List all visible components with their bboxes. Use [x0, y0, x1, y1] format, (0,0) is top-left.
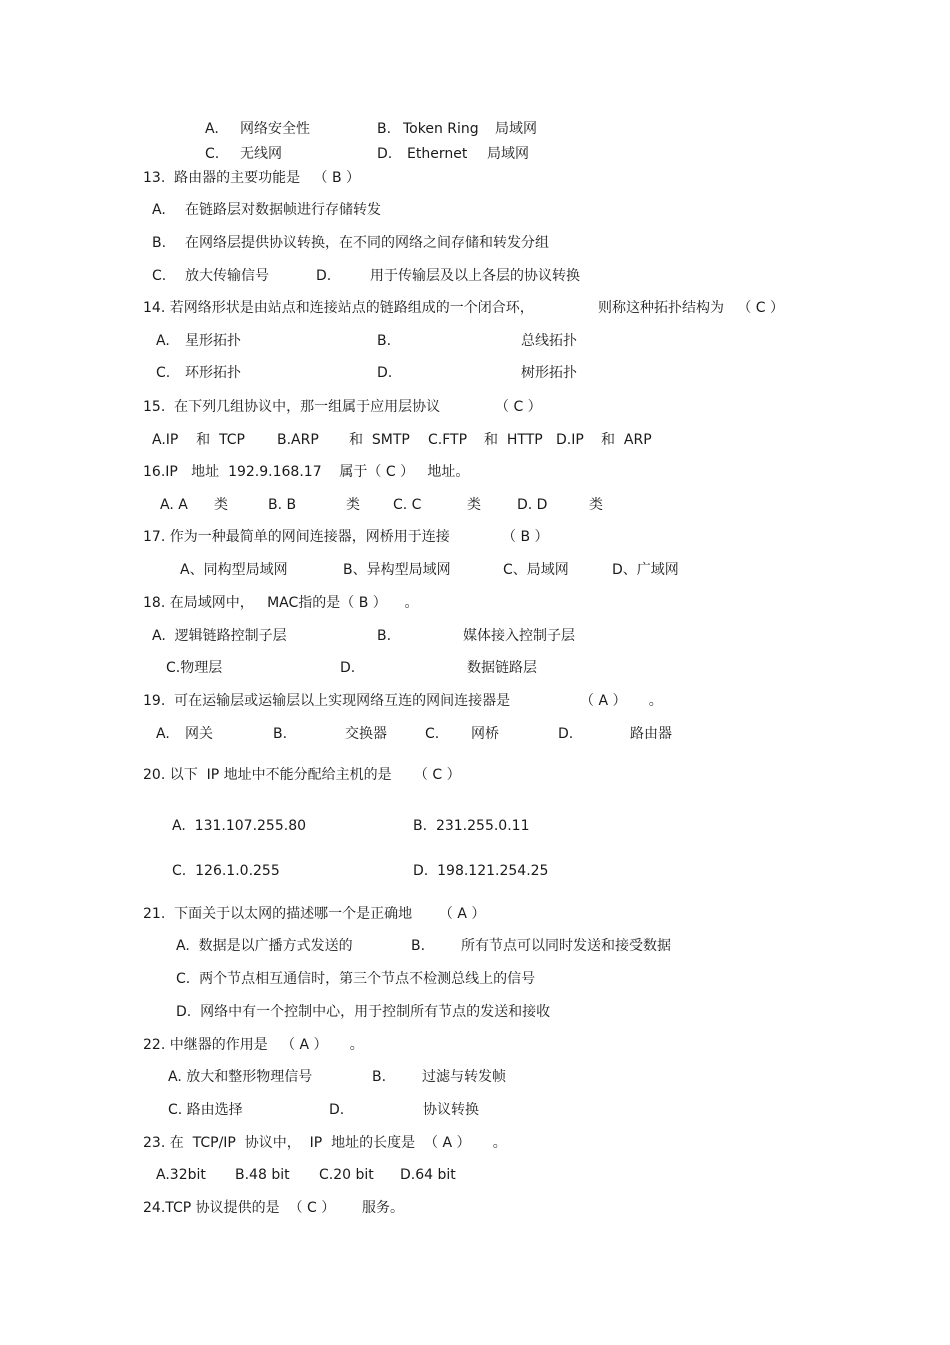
q16-question: 16.IP 地址 192.9.168.17 属于（ C ） 地址。 — [143, 464, 470, 480]
q12-option-b-label: B. — [377, 121, 392, 137]
q14-option-a-label: A. — [156, 333, 170, 349]
q13-option-d-label: D. — [316, 268, 332, 284]
q15-option-c-text: 和 HTTP — [484, 432, 543, 448]
q19-option-d-label: D. — [558, 726, 574, 742]
q15-option-a: A.IP 和 TCP — [152, 432, 246, 448]
q16-option-c-text: 类 — [467, 497, 481, 513]
q13-option-b-text: 在网络层提供协议转换，在不同的网络之间存储和转发分组 — [185, 235, 549, 251]
q13-option-c-label: C. — [152, 268, 167, 284]
q12-option-b-text: Token Ring — [403, 121, 479, 137]
q16-option-d-label: D. D — [517, 497, 548, 513]
q21-option-c: C. 两个节点相互通信时，第三个节点不检测总线上的信号 — [176, 971, 536, 987]
q16-option-a-text: 类 — [214, 497, 228, 513]
q13-option-b-label: B. — [152, 235, 167, 251]
q16-option-b-label: B. B — [268, 497, 297, 513]
q16-option-c-label: C. C — [393, 497, 422, 513]
q16-option-a-label: A. A — [160, 497, 188, 513]
q23-option-a: A.32bit — [156, 1167, 206, 1183]
q18-option-d-text: 数据链路层 — [467, 660, 537, 676]
q18-option-d-label: D. — [340, 660, 356, 676]
q12-option-a-label: A. — [205, 121, 219, 137]
q18-question: 18. 在局域网中， MAC指的是（ B ） 。 — [143, 595, 419, 611]
q23-option-b: B.48 bit — [235, 1167, 290, 1183]
q19-option-d-text: 路由器 — [630, 726, 672, 742]
q20-question: 20. 以下 IP 地址中不能分配给主机的是 （ C ） — [143, 767, 461, 783]
q12-option-d-label: D. — [377, 146, 393, 162]
q14-question-tail: 则称这种拓扑结构为 （ C ） — [598, 300, 785, 316]
q20-option-c: C. 126.1.0.255 — [172, 863, 280, 879]
q20-option-d: D. 198.121.254.25 — [413, 863, 549, 879]
q13-option-a-text: 在链路层对数据帧进行存储转发 — [185, 202, 381, 218]
q16-option-d-text: 类 — [589, 497, 603, 513]
q20-option-a: A. 131.107.255.80 — [172, 818, 307, 834]
q15-option-b-text: 和 SMTP — [349, 432, 410, 448]
q12-option-d-suffix: 局域网 — [487, 146, 529, 162]
q21-option-a: A. 数据是以广播方式发送的 — [176, 938, 353, 954]
q12-option-a-text: 网络安全性 — [240, 121, 310, 137]
q16-option-b-text: 类 — [346, 497, 360, 513]
q15-answer: （ C ） — [495, 399, 542, 415]
q22-option-a: A. 放大和整形物理信号 — [168, 1069, 313, 1085]
q19-option-c-text: 网桥 — [471, 726, 499, 742]
q23-question: 23. 在 TCP/IP 协议中， IP 地址的长度是 （ A ） 。 — [143, 1135, 507, 1151]
q19-option-a-text: 网关 — [185, 726, 213, 742]
q22-option-d-text: 协议转换 — [423, 1102, 479, 1118]
q20-option-b: B. 231.255.0.11 — [413, 818, 530, 834]
q13-option-c-text: 放大传输信号 — [185, 268, 269, 284]
q22-option-b-label: B. — [372, 1069, 387, 1085]
q19-question: 19. 可在运输层或运输层以上实现网络互连的网间连接器是 — [143, 693, 511, 709]
q19-answer: （ A ） 。 — [580, 693, 663, 709]
q17-option-d: D、广域网 — [612, 562, 679, 578]
q22-option-c: C. 路由选择 — [168, 1102, 243, 1118]
q14-question: 14. 若网络形状是由站点和连接站点的链路组成的一个闭合环， — [143, 300, 534, 316]
q18-option-a: A. 逻辑链路控制子层 — [152, 628, 287, 644]
q17-option-c: C、局域网 — [503, 562, 569, 578]
q17-option-b: B、异构型局域网 — [343, 562, 451, 578]
q19-option-c-label: C. — [425, 726, 440, 742]
q15-option-c-label: C.FTP — [428, 432, 468, 448]
q17-question: 17. 作为一种最简单的网间连接器，网桥用于连接 — [143, 529, 450, 545]
q19-option-b-text: 交换器 — [345, 726, 387, 742]
q21-option-d: D. 网络中有一个控制中心，用于控制所有节点的发送和接收 — [176, 1004, 551, 1020]
q13-option-a-label: A. — [152, 202, 166, 218]
q15-question: 15. 在下列几组协议中，那一组属于应用层协议 — [143, 399, 441, 415]
q12-option-c-text: 无线网 — [240, 146, 282, 162]
q14-option-a-text: 星形拓扑 — [185, 333, 241, 349]
q14-option-b-text: 总线拓扑 — [521, 333, 577, 349]
q12-option-c-label: C. — [205, 146, 220, 162]
q19-option-a-label: A. — [156, 726, 170, 742]
q23-option-c: C.20 bit — [319, 1167, 374, 1183]
q12-option-b-suffix: 局域网 — [495, 121, 537, 137]
q21-option-b-label: B. — [411, 938, 426, 954]
q14-option-d-label: D. — [377, 365, 393, 381]
q19-option-b-label: B. — [273, 726, 288, 742]
q15-option-d-label: D.IP — [556, 432, 584, 448]
q14-option-c-label: C. — [156, 365, 171, 381]
q17-option-a: A、同构型局域网 — [180, 562, 288, 578]
q18-option-b-text: 媒体接入控制子层 — [463, 628, 575, 644]
q13-question: 13. 路由器的主要功能是 （ B ） — [143, 170, 361, 186]
q12-option-d-text: Ethernet — [407, 146, 468, 162]
q23-option-d: D.64 bit — [400, 1167, 456, 1183]
q24-question: 24.TCP 协议提供的是 （ C ） 服务。 — [143, 1200, 404, 1216]
q14-option-b-label: B. — [377, 333, 392, 349]
q15-option-d-text: 和 ARP — [601, 432, 652, 448]
q18-option-b-label: B. — [377, 628, 392, 644]
q22-option-b-text: 过滤与转发帧 — [422, 1069, 506, 1085]
q17-answer: （ B ） — [502, 529, 549, 545]
q21-option-b-text: 所有节点可以同时发送和接受数据 — [461, 938, 671, 954]
q22-question: 22. 中继器的作用是 （ A ） 。 — [143, 1037, 364, 1053]
q14-option-d-text: 树形拓扑 — [521, 365, 577, 381]
q18-option-c: C.物理层 — [166, 660, 223, 676]
q15-option-b-label: B.ARP — [277, 432, 319, 448]
q14-option-c-text: 环形拓扑 — [185, 365, 241, 381]
q13-option-d-text: 用于传输层及以上各层的协议转换 — [370, 268, 580, 284]
q21-question: 21. 下面关于以太网的描述哪一个是正确地 （ A ） — [143, 906, 486, 922]
q22-option-d-label: D. — [329, 1102, 345, 1118]
